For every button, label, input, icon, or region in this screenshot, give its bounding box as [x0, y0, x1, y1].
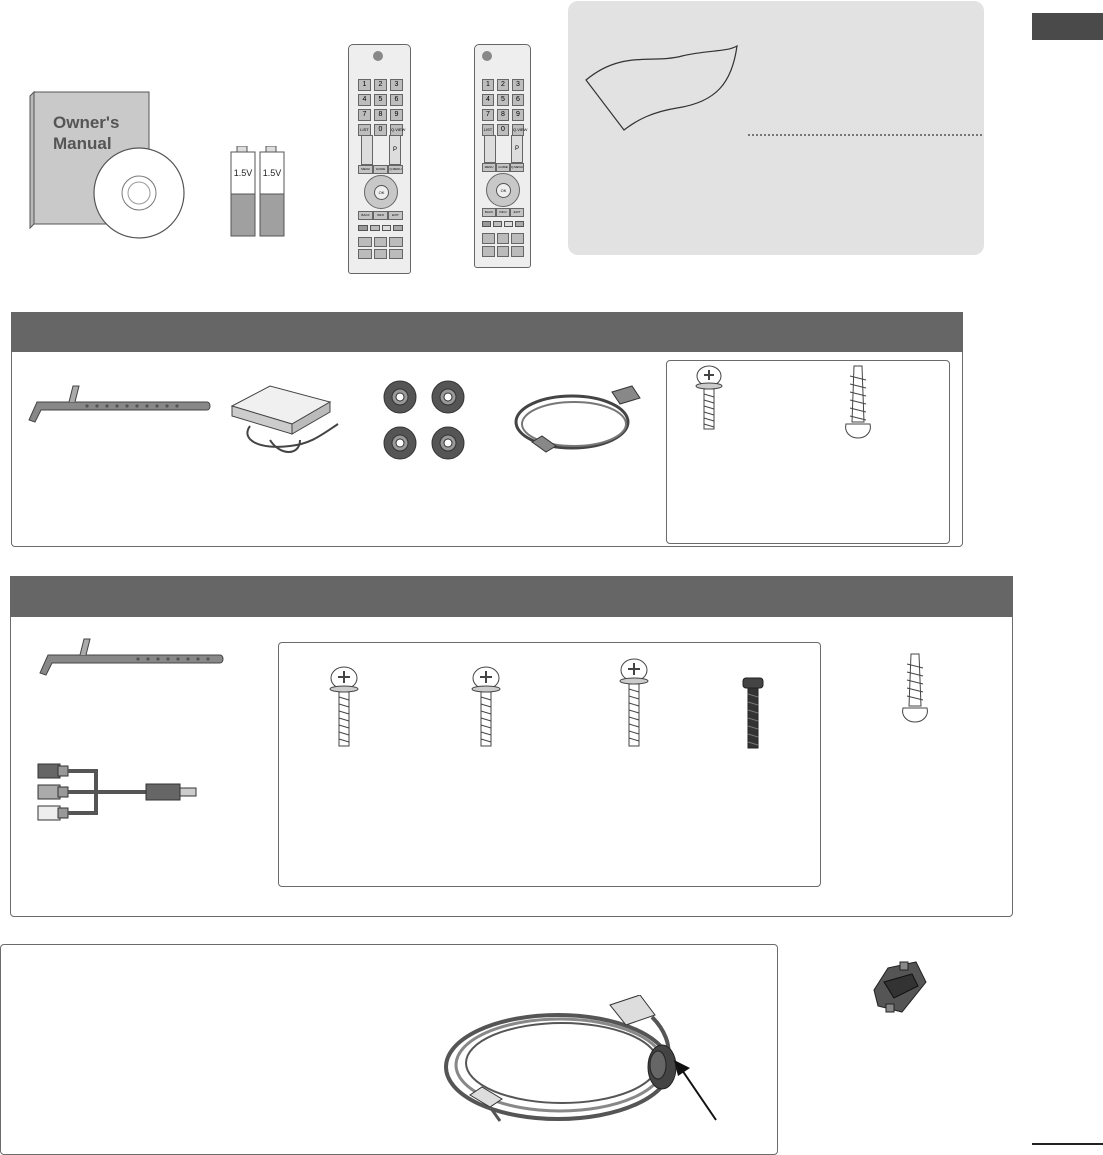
power-icon	[373, 51, 383, 61]
screw-icon	[327, 665, 361, 749]
remote-key: 6	[390, 94, 403, 106]
manual-title-line1: Owner's	[53, 113, 120, 132]
remote-key: 1	[482, 79, 494, 91]
remote-key: 9	[512, 109, 524, 121]
remote-a-media-keys	[358, 237, 403, 259]
accessories-panel-2-header	[10, 576, 1013, 617]
remote-a-p-label: P	[392, 147, 397, 153]
battery-2-label: 1.5V	[262, 168, 282, 178]
remote-control-b	[474, 44, 531, 268]
remote-a-volume-rocker	[361, 135, 373, 165]
remote-a-dpad	[364, 175, 398, 209]
remote-back-key: BACK	[482, 208, 496, 217]
remote-key: 4	[482, 94, 494, 106]
remote-key: 8	[497, 109, 509, 121]
remote-b-media-keys	[482, 233, 524, 257]
remote-b-channel-rocker	[511, 135, 523, 163]
remote-b-p-label: P	[514, 146, 519, 152]
bolt-icon	[741, 676, 765, 750]
page-number-rule	[1032, 1143, 1103, 1145]
power-icon	[482, 51, 492, 61]
remote-key: 2	[497, 79, 509, 91]
ac-adapter-illustration	[230, 380, 342, 460]
remote-a-ok-button: OK	[374, 185, 389, 200]
remote-back-key: BACK	[358, 211, 373, 220]
remote-b-ok-button: OK	[496, 183, 511, 198]
screw-icon	[617, 657, 651, 749]
grommets-illustration	[382, 377, 468, 463]
remote-b-keypad	[482, 79, 528, 136]
remote-a-color-keys	[358, 225, 403, 231]
remote-b-volume-rocker	[484, 135, 496, 163]
remote-a-keypad	[358, 79, 406, 136]
remote-a-nav-row	[358, 211, 403, 220]
remote-key: 1	[358, 79, 371, 91]
language-tab	[1032, 13, 1103, 40]
remote-key: LIST	[482, 124, 494, 136]
arrow-icon	[670, 1058, 722, 1124]
remote-key: Q.VIEW	[512, 124, 524, 136]
manual-title-line2: Manual	[53, 134, 112, 153]
remote-key: 5	[374, 94, 387, 106]
remote-control-a	[348, 44, 411, 274]
remote-menu-key: GUIDE	[496, 163, 510, 172]
remote-key: 3	[390, 79, 403, 91]
remote-key: 8	[374, 109, 387, 121]
polishing-cloth-illustration	[582, 42, 742, 134]
remote-menu-key: GUIDE	[373, 165, 388, 174]
power-cord-illustration	[512, 382, 652, 458]
remote-key: 2	[374, 79, 387, 91]
remote-key: 9	[390, 109, 403, 121]
cable-holder-illustration	[38, 637, 224, 677]
wall-screw-icon	[898, 652, 932, 724]
note-dotted-rule	[748, 134, 982, 136]
remote-key: 7	[358, 109, 371, 121]
remote-menu-key: Q.MENU	[388, 165, 403, 174]
battery-1-label: 1.5V	[233, 168, 253, 178]
remote-b-nav-row	[482, 208, 524, 217]
remote-key: 0	[374, 124, 387, 136]
av-gender-cable-illustration	[36, 760, 200, 824]
manual-title	[53, 112, 119, 154]
remote-key: Q.VIEW	[390, 124, 403, 136]
remote-a-menu-row	[358, 165, 403, 174]
remote-key: 6	[512, 94, 524, 106]
remote-exit-key: EXIT	[510, 208, 524, 217]
cable-holder-illustration	[27, 384, 212, 424]
remote-key: 0	[497, 124, 509, 136]
remote-key: 4	[358, 94, 371, 106]
screw-icon	[694, 364, 724, 432]
remote-menu-key: MENU	[358, 165, 373, 174]
screw-icon	[469, 665, 503, 749]
remote-key: 7	[482, 109, 494, 121]
ferrite-core-icon	[872, 960, 928, 1018]
remote-menu-key: MENU	[482, 163, 496, 172]
accessories-panel-1-header	[11, 312, 963, 352]
remote-key: 5	[497, 94, 509, 106]
remote-exit-key: EXIT	[388, 211, 403, 220]
remote-a-channel-rocker	[389, 135, 401, 165]
remote-key: LIST	[358, 124, 371, 136]
remote-b-color-keys	[482, 221, 524, 227]
remote-info-key: INFO	[496, 208, 510, 217]
wall-screw-icon	[840, 364, 876, 440]
remote-menu-key: Q.MENU	[510, 163, 524, 172]
remote-b-dpad	[486, 173, 520, 207]
batteries-illustration	[229, 146, 289, 238]
remote-key: 3	[512, 79, 524, 91]
remote-info-key: INFO	[373, 211, 388, 220]
remote-b-menu-row	[482, 163, 524, 172]
